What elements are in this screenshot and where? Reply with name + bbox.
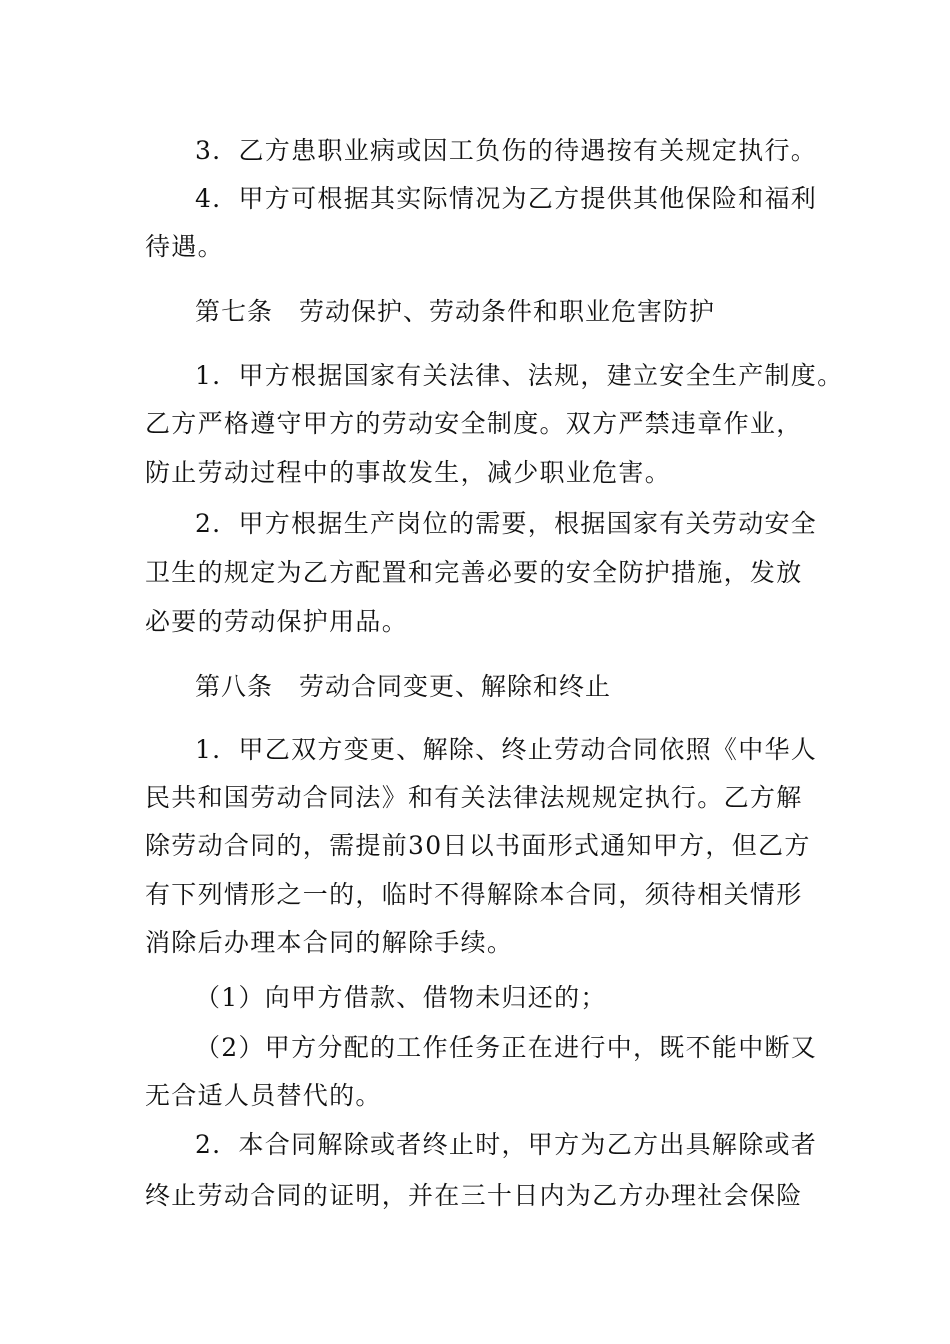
section-heading: 第八条 劳动合同变更、解除和终止 [195,672,612,701]
paragraph-line: 终止劳动合同的证明，并在三十日内为乙方办理社会保险 [145,1181,803,1210]
list-item: （1）向甲方借款、借物未归还的； [195,983,607,1012]
paragraph-line: 卫生的规定为乙方配置和完善必要的安全防护措施，发放 [145,558,803,587]
paragraph-line: 除劳动合同的，需提前30日以书面形式通知甲方，但乙方 [145,831,811,860]
paragraph-line: 4．甲方可根据其实际情况为乙方提供其他保险和福利 [195,184,818,213]
paragraph-line: 乙方严格遵守甲方的劳动安全制度。双方严禁违章作业， [145,409,803,438]
paragraph-line: 2．本合同解除或者终止时，甲方为乙方出具解除或者 [195,1130,818,1159]
paragraph-line: 待遇。 [145,232,224,261]
paragraph-line: 必要的劳动保护用品。 [145,607,409,636]
list-item: （2）甲方分配的工作任务正在进行中，既不能中断又 [195,1033,818,1062]
paragraph-line: 2．甲方根据生产岗位的需要，根据国家有关劳动安全 [195,509,818,538]
paragraph-line: 1．甲乙双方变更、解除、终止劳动合同依照《中华人 [195,735,818,764]
paragraph-line: 消除后办理本合同的解除手续。 [145,928,514,957]
paragraph-line: 3．乙方患职业病或因工负伤的待遇按有关规定执行。 [195,136,818,165]
paragraph-line: 有下列情形之一的，临时不得解除本合同，须待相关情形 [145,880,803,909]
paragraph-line: 无合适人员替代的。 [145,1081,382,1110]
paragraph-line: 1．甲方根据国家有关法律、法规，建立安全生产制度。 [195,361,844,390]
paragraph-line: 民共和国劳动合同法》和有关法律法规规定执行。乙方解 [145,783,803,812]
paragraph-line: 防止劳动过程中的事故发生，减少职业危害。 [145,458,672,487]
section-heading: 第七条 劳动保护、劳动条件和职业危害防护 [195,297,716,326]
